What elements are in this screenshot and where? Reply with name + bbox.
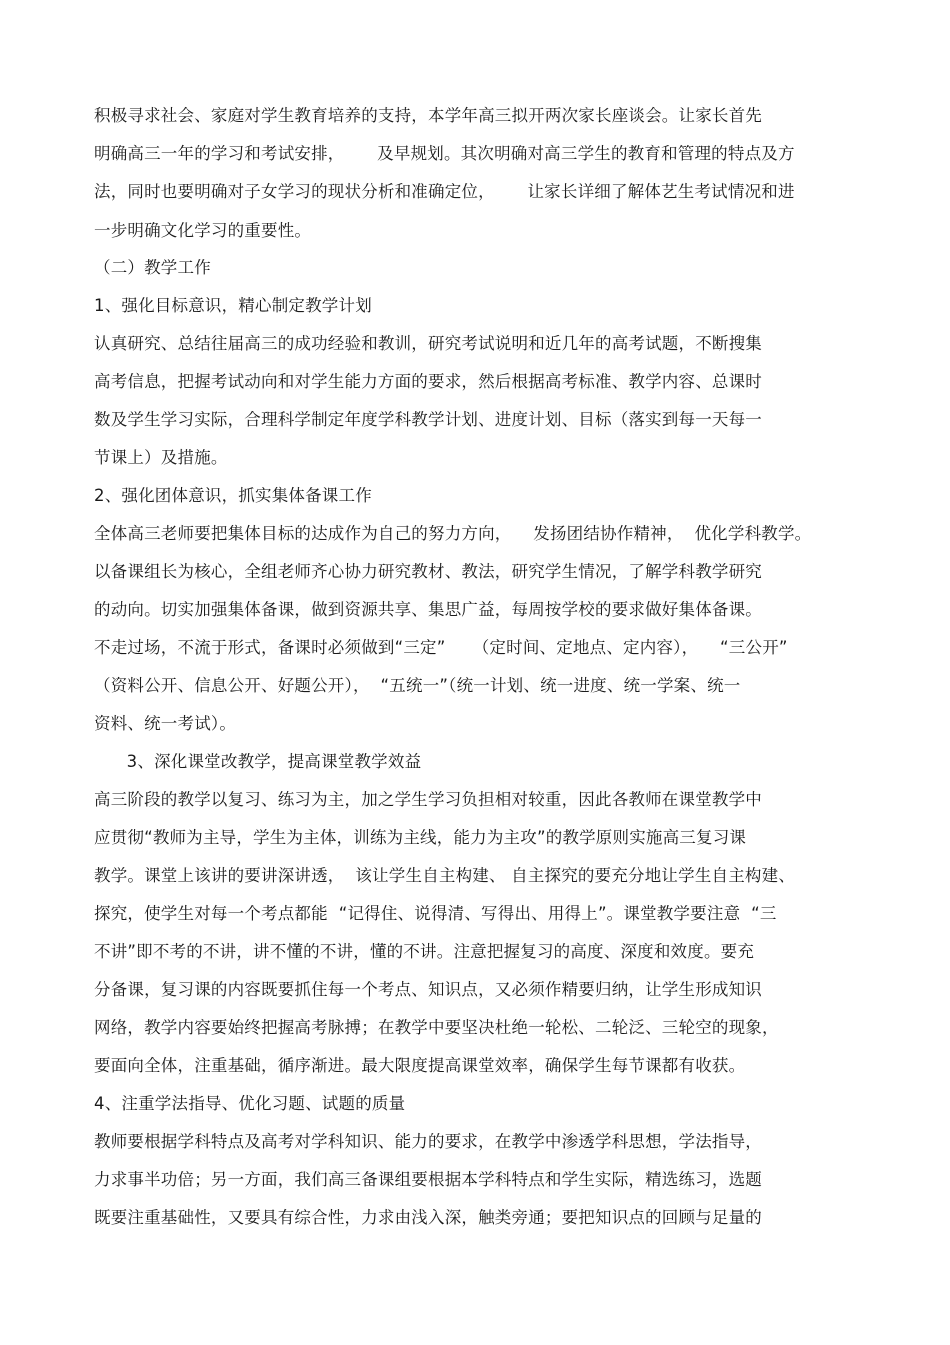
paragraph-line: 探究，使学生对每一个考点都能 “记得住、说得清、写得出、用得上”。课堂教学要注意 “三 [94, 904, 777, 923]
paragraph-line: 教师要根据学科特点及高考对学科知识、能力的要求，在教学中渗透学科思想，学法指导， [94, 1132, 762, 1151]
paragraph-line: 高考信息，把握考试动向和对学生能力方面的要求，然后根据高考标准、教学内容、总课时 [94, 372, 762, 391]
paragraph-line: 不讲”即不考的不讲，讲不懂的不讲，懂的不讲。注意把握复习的高度、深度和效度。要充 [94, 942, 755, 961]
paragraph-line: 以备课组长为核心，全组老师齐心协力研究教材、教法，研究学生情况，了解学科教学研究 [94, 562, 762, 581]
paragraph-line: 法，同时也要明确对子女学习的现状分析和准确定位， 让家长详细了解体艺生考试情况和进 [94, 182, 795, 201]
paragraph-line: 一步明确文化学习的重要性。 [94, 221, 312, 240]
paragraph-line: 要面向全体，注重基础，循序渐进。最大限度提高课堂效率，确保学生每节课都有收获。 [94, 1056, 746, 1075]
section-heading: （二）教学工作 [94, 258, 211, 277]
paragraph-line: 高三阶段的教学以复习、练习为主，加之学生学习负担相对较重，因此各教师在课堂教学中 [94, 790, 762, 809]
paragraph-line: 应贯彻“教师为主导，学生为主体，训练为主线，能力为主攻”的教学原则实施高三复习课 [94, 828, 747, 847]
paragraph-line: 节课上）及措施。 [94, 448, 228, 467]
paragraph-line: 全体高三老师要把集体目标的达成作为自己的努力方向， 发扬团结协作精神， 优化学科教学。 [94, 524, 812, 543]
subsection-heading: 2、强化团体意识，抓实集体备课工作 [94, 486, 372, 505]
subsection-heading: 3、深化课堂改教学，提高课堂教学效益 [94, 752, 422, 771]
subsection-heading: 4、注重学法指导、优化习题、试题的质量 [94, 1094, 406, 1113]
paragraph-line: 网络，教学内容要始终把握高考脉搏；在教学中要坚决杜绝一轮松、二轮泛、三轮空的现象， [94, 1018, 779, 1037]
paragraph-line: 的动向。切实加强集体备课，做到资源共享、集思广益，每周按学校的要求做好集体备课。 [94, 600, 762, 619]
paragraph-line: 教学。课堂上该讲的要讲深讲透， 该让学生自主构建、 自主探究的要充分地让学生自主构建、 [94, 866, 796, 885]
paragraph-line: 数及学生学习实际，合理科学制定年度学科教学计划、进度计划、目标（落实到每一天每一 [94, 410, 762, 429]
paragraph-line: 分备课，复习课的内容既要抓住每一个考点、知识点，又必须作精要归纳，让学生形成知识 [94, 980, 762, 999]
paragraph-line: 既要注重基础性，又要具有综合性，力求由浅入深，触类旁通；要把知识点的回顾与足量的 [94, 1208, 762, 1227]
paragraph-line: 积极寻求社会、家庭对学生教育培养的支持，本学年高三拟开两次家长座谈会。让家长首先 [94, 106, 762, 125]
paragraph-line: 明确高三一年的学习和考试安排， 及早规划。其次明确对高三学生的教育和管理的特点及方 [94, 144, 795, 163]
paragraph-line: （资料公开、信息公开、好题公开）， “五统一”（统一计划、统一进度、统一学案、统一 [94, 676, 741, 695]
subsection-heading: 1、强化目标意识，精心制定教学计划 [94, 296, 372, 315]
paragraph-line: 认真研究、总结往届高三的成功经验和教训，研究考试说明和近几年的高考试题，不断搜集 [94, 334, 762, 353]
paragraph-line: 资料、统一考试）。 [94, 714, 237, 733]
paragraph-line: 不走过场，不流于形式，备课时必须做到“三定” （定时间、定地点、定内容）， “三公开” [94, 638, 788, 657]
paragraph-line: 力求事半功倍；另一方面，我们高三备课组要根据本学科特点和学生实际，精选练习，选题 [94, 1170, 762, 1189]
